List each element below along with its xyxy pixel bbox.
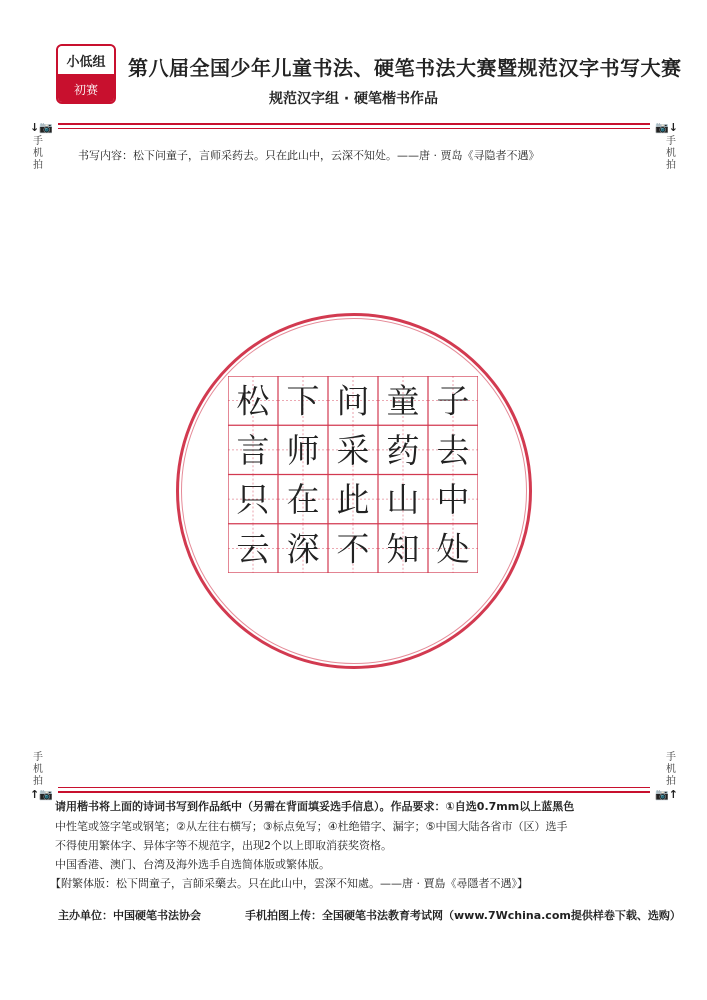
phone-marker-top-left — [30, 121, 53, 134]
page-subtitle: 规范汉字组 · 硬笔楷书作品 — [268, 91, 439, 107]
instruction-line-3: 不得使用繁体字、异体字等不规范字，出现2个以上即取消获奖资格。 — [55, 839, 392, 852]
top-divider — [58, 123, 650, 125]
grid-character: 童 — [386, 381, 420, 421]
instruction-line-4: 中国香港、澳门、台湾及海外选手自选简体版或繁体版。 — [55, 858, 330, 871]
grid-character: 只 — [236, 480, 270, 520]
grid-character: 山 — [386, 480, 420, 520]
grid-character: 言 — [236, 430, 270, 470]
phone-shoot-label-bottom-right: 手 机 拍 — [666, 752, 676, 787]
organizer-text: 主办单位：中国硬笔书法协会 — [58, 909, 201, 922]
arrow-icon: ↓ — [30, 121, 40, 134]
instruction-line-2: 中性笔或签字笔或钢笔；②从左往右横写；③标点免写；④杜绝错字、漏字；⑤中国大陆各省市（区）选手 — [55, 820, 568, 833]
bottom-divider-thin — [58, 787, 650, 788]
grid-character: 云 — [236, 529, 270, 569]
grid-character: 处 — [436, 529, 470, 569]
camera-icon: 📷 — [39, 788, 53, 801]
grid-character: 中 — [436, 480, 470, 520]
badge-group-label: 小低组 — [58, 46, 114, 76]
page-title: 第八届全国少年儿童书法、硬笔书法大赛暨规范汉字书写大赛 — [128, 56, 682, 80]
phone-marker-bottom-left — [30, 788, 53, 801]
camera-icon: 📷 — [655, 788, 669, 801]
grid-character: 松 — [236, 381, 270, 421]
badge-stage-label: 初赛 — [58, 76, 114, 102]
instruction-line-5: 【附繁体版：松下問童子，言師采藥去。只在此山中，雲深不知處。——唐 · 賈島《尋隱者不遇》】 — [50, 877, 528, 890]
grid-character: 知 — [386, 529, 420, 569]
grid-character: 去 — [436, 430, 470, 470]
camera-icon: 📷 — [39, 121, 53, 134]
phone-shoot-label-bottom-left: 手 机 拍 — [33, 752, 43, 787]
grid-character: 此 — [336, 480, 370, 520]
grid-character: 药 — [386, 430, 420, 470]
bottom-divider — [58, 791, 650, 793]
character-grid — [228, 376, 478, 573]
top-divider-thin — [58, 128, 650, 129]
camera-icon: 📷 — [655, 121, 669, 134]
grid-character: 问 — [336, 381, 370, 421]
grid-character: 不 — [336, 529, 370, 569]
instruction-line-1: 请用楷书将上面的诗词书写到作品纸中（另需在背面填妥选手信息）。作品要求：①自选0.7mm以上蓝黑色 — [55, 800, 575, 813]
upload-text: 手机拍图上传：全国硬笔书法教育考试网（www.7Wchina.com提供样卷下载、选购） — [245, 909, 681, 922]
grid-character: 深 — [286, 529, 320, 569]
grid-character: 师 — [286, 430, 320, 470]
arrow-icon: ↑ — [668, 788, 678, 801]
grid-character: 在 — [286, 480, 320, 520]
phone-shoot-label-top-left: 手 机 拍 — [33, 136, 43, 171]
writing-content: 书写内容：松下问童子，言师采药去。只在此山中，云深不知处。——唐 · 贾岛《寻隐者不遇》 — [78, 149, 540, 162]
grid-character: 下 — [286, 381, 320, 421]
phone-shoot-label-top-right: 手 机 拍 — [666, 136, 676, 171]
phone-marker-top-right — [655, 121, 678, 134]
grid-character: 子 — [436, 381, 470, 421]
arrow-icon: ↓ — [668, 121, 678, 134]
arrow-icon: ↑ — [30, 788, 40, 801]
grid-character: 采 — [336, 430, 370, 470]
